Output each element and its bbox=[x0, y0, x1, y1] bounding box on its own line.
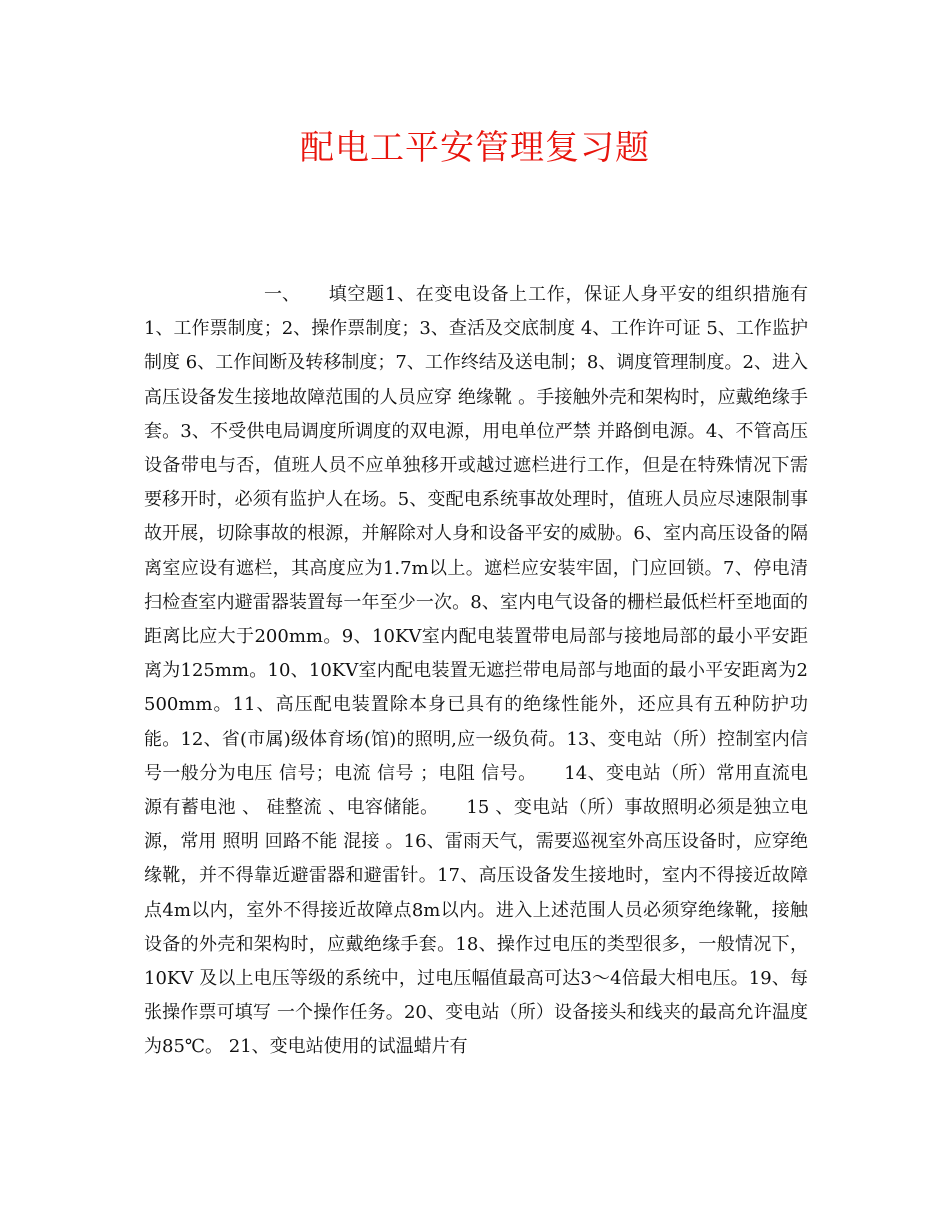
document-title: 配电工平安管理复习题 bbox=[300, 128, 650, 168]
section-number: 一、 bbox=[264, 284, 300, 305]
body-paragraph: 填空题1、在变电设备上工作，保证人身平安的组织措施有1、工作票制度；2、操作票制度；3、查活及交底制度 4、工作许可证 5、工作监护制度 6、工作间断及转移制度；7、工作终结及送电制；8、调度管理制度。2、进入高压设备发生接地故障范围的人员应穿 绝缘靴 。手接触外壳和架构时，应戴绝缘手套。3、不受供电局调度所调度的双电源，用电单位严禁 并路倒电源。4、不管高压设备带电与否，值班人员不应单独移开或越过遮栏进行工作，但是在特殊情况下需要移开时，必须有监护人在场。5、变配电系统事故处理时，值班人员应尽速限制事故开展，切除事故的根源，并解除对人身和设备平安的威胁。6、室内高压设备的隔离室应设有遮栏，其高度应为1.7m以上。遮栏应安装牢固，门应回锁。7、停电清扫检查室内避雷器装置每一年至少一次。8、室内电气设备的栅栏最低栏杆至地面的距离比应大于200mm。9、10KV室内配电装置带电局部与接地局部的最小平安距离为125mm。10、10KV室内配电装置无遮拦带电局部与地面的最小平安距离为2500mm。11、高压配电装置除本身已具有的绝缘性能外，还应具有五种防护功能。12、省(市属)级体育场(馆)的照明,应一级负荷。13、变电站（所）控制室内信号一般分为电压 信号；电流 信号 ；电阻 信号。 14、变电站（所）常用直流电源有蓄电池 、 硅整流 、电容储能。 15 、变电站（所）事故照明必须是独立电源，常用 照明 回路不能 混接 。16、雷雨天气，需要巡视室外高压设备时，应穿绝缘靴，并不得靠近避雷器和避雷针。17、高压设备发生接地时，室内不得接近故障点4m以内，室外不得接近故障点8m以内。进入上述范围人员必须穿绝缘靴，接触设备的外壳和架构时，应戴绝缘手套。18、操作过电压的类型很多，一般情况下，10KV 及以上电压等级的系统中，过电压幅值最高可达3～4倍最大相电压。19、每张操作票可填写 一个操作任务。20、变电站（所）设备接头和线夹的最高允许温度为85℃。 21、变电站使用的试温蜡片有 bbox=[144, 284, 808, 1058]
document-body bbox=[144, 278, 808, 1065]
